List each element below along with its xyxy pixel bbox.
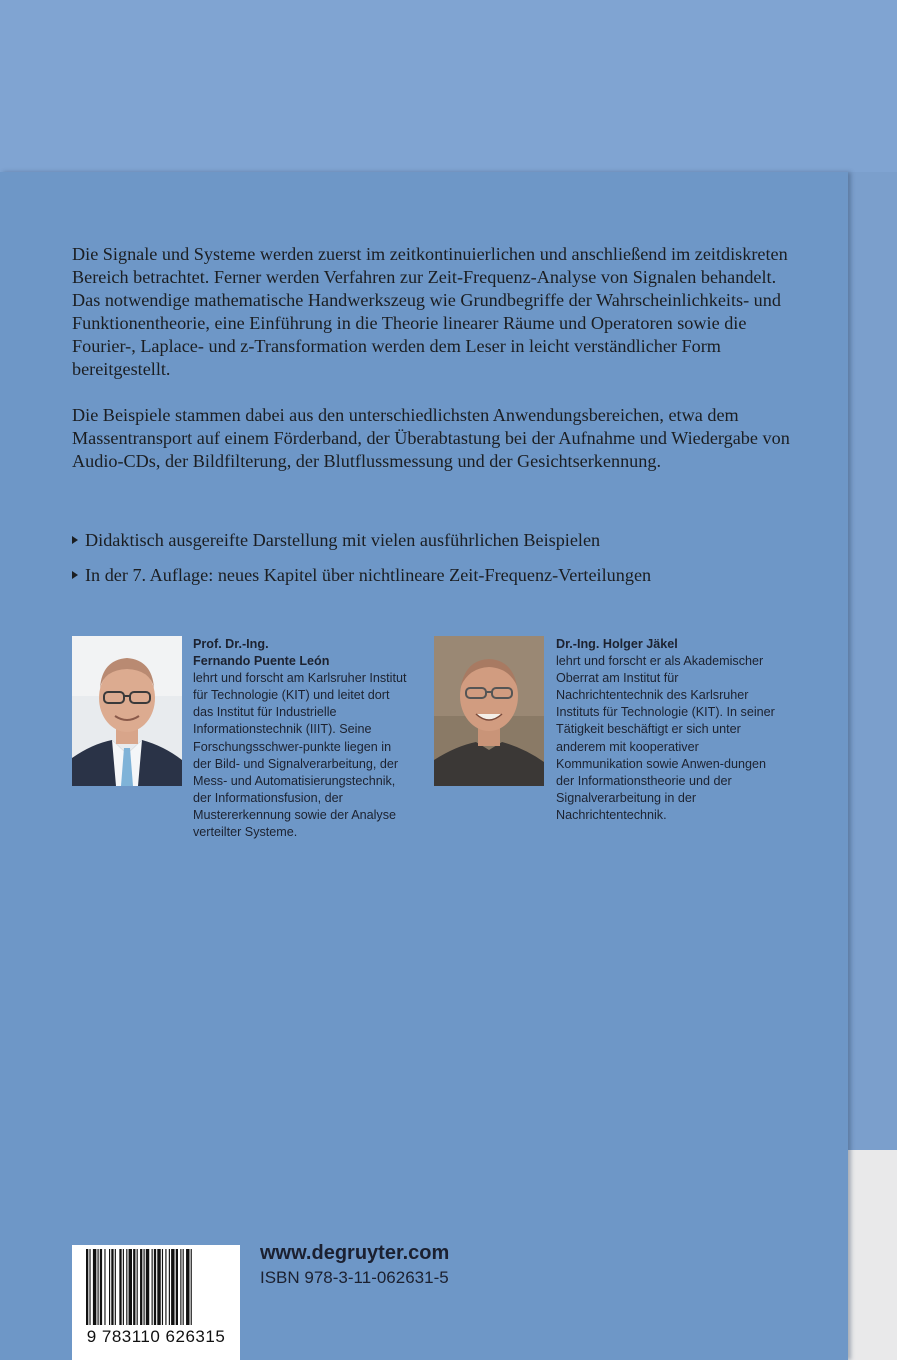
barcode-bar bbox=[123, 1249, 124, 1325]
background-bottom-right bbox=[848, 1150, 897, 1360]
author-bio-text: lehrt und forscht er als Akademischer Oberrat am Institut für Nachrichtentechnik des Karlsruher Instituts für Technologie (KIT). In seiner Tätigkeit beschäftigt er sich unter anderem mit kooperativer Kommunikation sowie Anwen-dungen der Informationstheorie und der Signalverarbeitung in der Nachrichtentechnik. bbox=[556, 654, 775, 822]
barcode-bar bbox=[191, 1249, 192, 1325]
author-photo-puente-leon bbox=[72, 636, 182, 786]
barcode-bar bbox=[140, 1249, 142, 1325]
barcode-bar bbox=[100, 1249, 102, 1325]
barcode-digits: 9 783110 626315 bbox=[86, 1327, 226, 1346]
barcode-bar bbox=[104, 1249, 105, 1325]
bullet-triangle-icon bbox=[72, 536, 78, 544]
author-title: Prof. Dr.-Ing. bbox=[193, 637, 269, 651]
publisher-website[interactable]: www.degruyter.com bbox=[260, 1242, 450, 1264]
bullet-text-2: In der 7. Auflage: neues Kapitel über nichtlineare Zeit-Frequenz-Verteilungen bbox=[85, 565, 652, 585]
barcode-bar bbox=[133, 1249, 135, 1325]
barcode-bar bbox=[89, 1249, 90, 1325]
author-name: Dr.-Ing. Holger Jäkel bbox=[556, 637, 678, 651]
barcode-bar bbox=[144, 1249, 145, 1325]
portrait-icon bbox=[72, 636, 182, 786]
barcode-bar bbox=[180, 1249, 181, 1325]
barcode-bar bbox=[186, 1249, 189, 1325]
barcode-bar bbox=[126, 1249, 127, 1325]
isbn-number: ISBN 978-3-11-062631-5 bbox=[260, 1268, 449, 1287]
description-paragraph-2: Die Beispiele stammen dabei aus den unterschiedlichsten Anwendungsbereichen, etwa dem Massentransport auf einem Förderband, der Überabtastung bei der Aufnahme und Wiedergabe von Audio-CDs, der Bildfilterung, der Blutflussmessung und der Gesichtserkennung. bbox=[72, 405, 790, 471]
barcode-bar bbox=[93, 1249, 96, 1325]
barcode-bar bbox=[115, 1249, 116, 1325]
barcode-bar bbox=[171, 1249, 174, 1325]
isbn-barcode bbox=[72, 1245, 240, 1360]
barcode-bar bbox=[154, 1249, 156, 1325]
barcode-bar bbox=[162, 1249, 163, 1325]
barcode-bar bbox=[109, 1249, 110, 1325]
barcode-bar bbox=[183, 1249, 184, 1325]
background-top bbox=[0, 0, 897, 172]
author-bio-jaekel bbox=[556, 636, 786, 824]
barcode-bar bbox=[111, 1249, 113, 1325]
barcode-bar bbox=[98, 1249, 99, 1325]
barcode-bar bbox=[169, 1249, 170, 1325]
author-photo-jaekel bbox=[434, 636, 544, 786]
barcode-bar bbox=[129, 1249, 132, 1325]
author-bio-text: lehrt und forscht am Karlsruher Institut für Technologie (KIT) und leitet dort das Institut für Industrielle Informationstechnik (IIIT). Seine Forschungsschwer-punkte liegen in der Bild- und Signalverarbeitung, der Mess- und Automatisierungstechnik, der Informationsfusion, der Mustererkennung sowie der Analyse verteilter Systeme. bbox=[193, 671, 407, 840]
barcode-bar bbox=[146, 1249, 149, 1325]
bullet-item-1 bbox=[72, 529, 600, 552]
bullet-triangle-icon bbox=[72, 571, 78, 579]
barcode-bar bbox=[119, 1249, 121, 1325]
barcode-bar bbox=[86, 1249, 88, 1325]
description-paragraph-1: Die Signale und Systeme werden zuerst im zeitkontinuierlichen und anschließend im zeitdiskreten Bereich betrachtet. Ferner werden Verfahren zur Zeit-Frequenz-Analyse von Signalen behandelt. Das notwendige mathematische Handwerkszeug wie Grundbegriffe der Wahrscheinlichkeits- und Funktionentheorie, eine Einführung in die Theorie linearer Räume und Operatoren sowie die Fourier-, Laplace- und z-Transformation werden dem Leser in leicht verständlicher Form bereitgestellt. bbox=[72, 244, 788, 379]
background-right bbox=[848, 172, 897, 1150]
barcode-bar bbox=[152, 1249, 153, 1325]
barcode-bar bbox=[157, 1249, 160, 1325]
barcode-bars bbox=[72, 1245, 240, 1327]
portrait-icon bbox=[434, 636, 544, 786]
barcode-bar bbox=[165, 1249, 166, 1325]
author-name: Fernando Puente León bbox=[193, 654, 330, 669]
author-bio-puente-leon bbox=[193, 636, 408, 841]
barcode-bar bbox=[176, 1249, 178, 1325]
barcode-bar bbox=[137, 1249, 138, 1325]
bullet-item-2 bbox=[72, 564, 651, 587]
bullet-text-1: Didaktisch ausgereifte Darstellung mit vielen ausführlichen Beispielen bbox=[85, 530, 601, 550]
